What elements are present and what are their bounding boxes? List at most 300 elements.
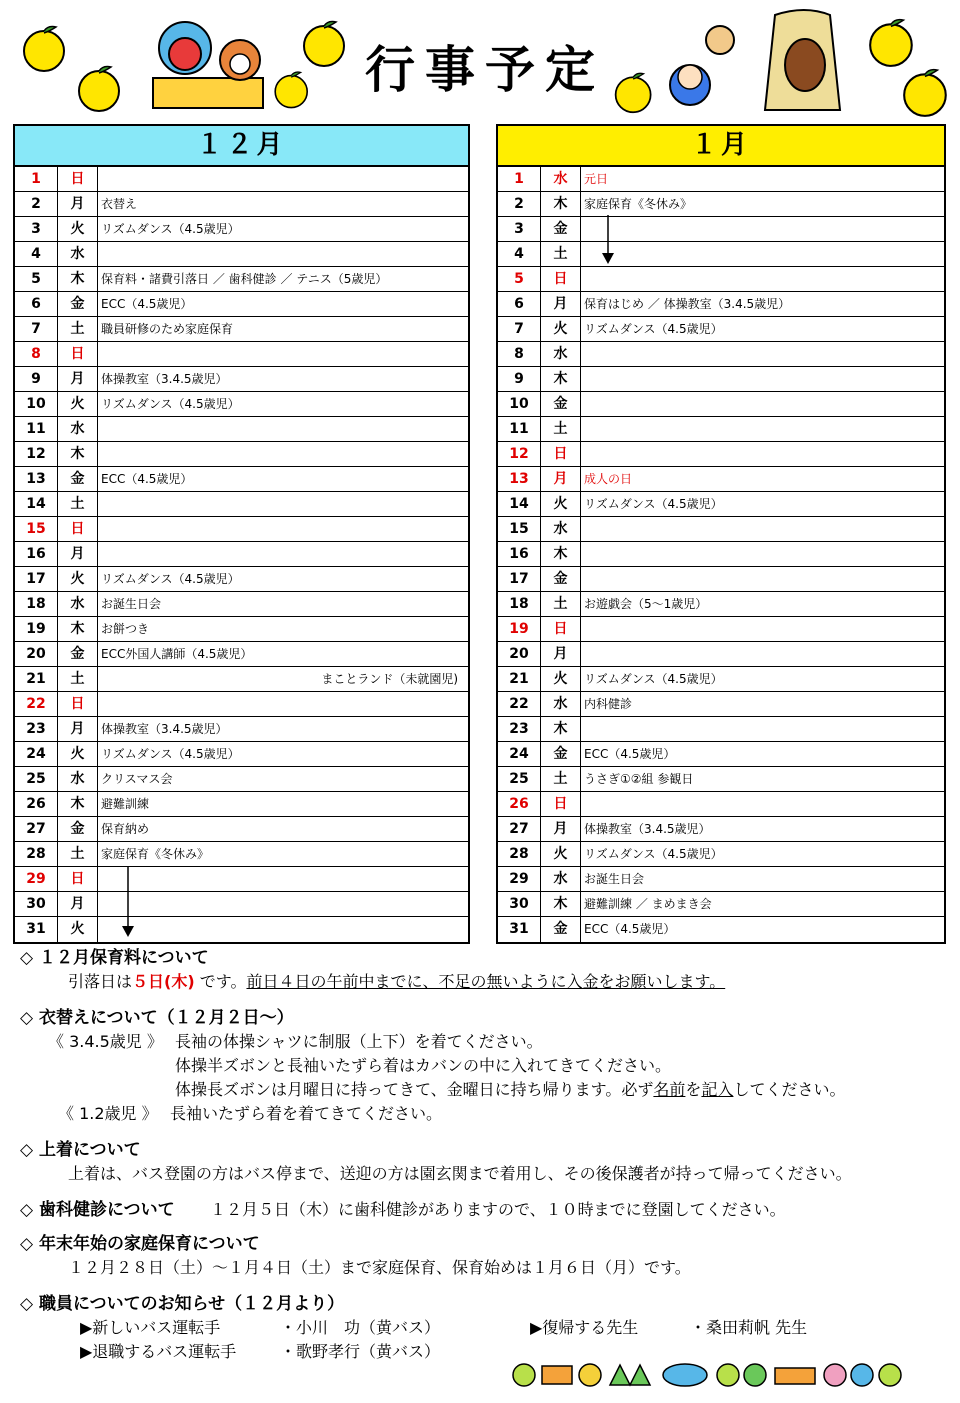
table-row <box>15 692 468 717</box>
day-of-week: 火 <box>541 492 581 516</box>
coat-title: ◇ 上着について <box>20 1140 141 1160</box>
retiring-driver-label: ▶退職するバス運転手 <box>80 1342 237 1361</box>
day-of-week: 土 <box>58 667 98 691</box>
day-of-week: 火 <box>541 842 581 866</box>
day-of-week: 土 <box>541 767 581 791</box>
clothes-text-3c: を <box>685 1080 702 1099</box>
event-text <box>98 167 468 191</box>
coat-text: 上着は、バス登園の方はバス停まで、送迎の方は園玄関まで着用し、その後保護者が持って帰ってください。 <box>68 1164 852 1183</box>
day-of-week: 日 <box>58 692 98 716</box>
day-number: 13 <box>498 467 541 491</box>
table-row <box>498 767 944 792</box>
table-row <box>15 392 468 417</box>
day-number: 7 <box>498 317 541 341</box>
event-text <box>581 642 944 666</box>
table-row <box>498 442 944 467</box>
returning-teacher-name: ・桑田莉帆 先生 <box>690 1318 808 1337</box>
day-of-week: 水 <box>58 417 98 441</box>
day-of-week: 月 <box>541 292 581 316</box>
event-text: ECC（4.5歳児） <box>584 922 676 936</box>
day-of-week: 土 <box>541 417 581 441</box>
table-row <box>15 517 468 542</box>
day-of-week: 火 <box>58 742 98 766</box>
event-text <box>98 867 468 891</box>
page-title: 行事予定 <box>365 41 605 99</box>
header <box>0 0 960 122</box>
day-of-week: 木 <box>541 192 581 216</box>
fee-title: ◇ １２月保育料について <box>20 948 209 968</box>
day-number: 21 <box>15 667 58 691</box>
table-row <box>498 667 944 692</box>
day-number: 6 <box>498 292 541 316</box>
january-calendar <box>496 124 946 944</box>
fee-text-mid: です。 <box>194 972 247 991</box>
event-text <box>581 392 944 416</box>
day-number: 18 <box>15 592 58 616</box>
event-text: 避難訓練 ／ まめまき会 <box>584 897 712 911</box>
table-row <box>15 642 468 667</box>
event-text: リズムダンス（4.5歳児） <box>584 497 723 511</box>
day-of-week: 土 <box>58 317 98 341</box>
day-number: 25 <box>498 767 541 791</box>
event-text <box>98 442 468 466</box>
dental-line <box>20 1198 950 1222</box>
table-row <box>498 792 944 817</box>
bath-children-illustration <box>145 8 275 113</box>
staff-line-1 <box>20 1316 950 1340</box>
day-of-week: 木 <box>541 542 581 566</box>
day-number: 30 <box>498 892 541 916</box>
table-row <box>15 242 468 267</box>
day-number: 3 <box>15 217 58 241</box>
event-text <box>581 417 944 441</box>
day-of-week: 金 <box>541 567 581 591</box>
event-text: ECC（4.5歳児） <box>101 297 193 311</box>
event-text: 家庭保育《冬休み》 <box>584 197 693 211</box>
clothes-text-3e: してください。 <box>733 1080 846 1099</box>
table-row <box>498 217 944 242</box>
day-of-week: 土 <box>58 842 98 866</box>
day-of-week: 金 <box>541 392 581 416</box>
table-row <box>498 892 944 917</box>
table-row <box>498 342 944 367</box>
clothes-line-3 <box>20 1078 950 1102</box>
table-row <box>498 517 944 542</box>
event-text: リズムダンス（4.5歳児） <box>584 672 723 686</box>
event-text: 体操教室（3.4.5歳児） <box>584 822 711 836</box>
day-number: 10 <box>15 392 58 416</box>
day-number: 22 <box>498 692 541 716</box>
day-number: 1 <box>498 167 541 191</box>
event-text <box>581 267 944 291</box>
day-of-week: 日 <box>58 517 98 541</box>
event-text <box>581 342 944 366</box>
day-of-week: 金 <box>58 467 98 491</box>
day-number: 26 <box>498 792 541 816</box>
day-number: 8 <box>15 342 58 366</box>
table-row <box>15 317 468 342</box>
yuzu-fruit-icon <box>900 68 952 118</box>
event-text <box>98 417 468 441</box>
day-of-week: 水 <box>58 767 98 791</box>
event-text: リズムダンス（4.5歳児） <box>101 222 240 236</box>
table-row <box>498 317 944 342</box>
clothes-text-3d: 記入 <box>701 1080 734 1099</box>
day-number: 11 <box>498 417 541 441</box>
event-text: 保育料・諸費引落日 ／ 歯科健診 ／ テニス（5歳児） <box>101 272 388 286</box>
day-number: 22 <box>15 692 58 716</box>
day-of-week: 月 <box>541 467 581 491</box>
table-row <box>15 492 468 517</box>
event-text <box>581 617 944 641</box>
event-text: お誕生日会 <box>101 597 162 611</box>
day-of-week: 金 <box>58 292 98 316</box>
day-number: 9 <box>498 367 541 391</box>
fee-date-highlight: ５日(木) <box>132 972 195 991</box>
table-row <box>498 242 944 267</box>
day-number: 29 <box>498 867 541 891</box>
day-number: 29 <box>15 867 58 891</box>
fee-text <box>20 970 950 994</box>
day-number: 12 <box>498 442 541 466</box>
day-of-week: 金 <box>541 217 581 241</box>
event-text: まことランド（未就園児) <box>321 672 458 686</box>
day-number: 11 <box>15 417 58 441</box>
event-text <box>98 492 468 516</box>
day-of-week: 金 <box>541 742 581 766</box>
table-row <box>498 917 944 942</box>
yuzu-fruit-icon <box>20 25 70 73</box>
event-text: お誕生日会 <box>584 872 645 886</box>
table-row <box>498 467 944 492</box>
day-number: 15 <box>498 517 541 541</box>
table-row <box>498 417 944 442</box>
event-text <box>98 692 468 716</box>
december-header: １２月 <box>15 126 468 167</box>
event-text: ECC外国人講師（4.5歳児） <box>101 647 253 661</box>
day-of-week: 木 <box>541 367 581 391</box>
day-number: 23 <box>498 717 541 741</box>
event-text: 保育納め <box>101 822 150 836</box>
day-number: 8 <box>498 342 541 366</box>
table-row <box>15 592 468 617</box>
day-number: 17 <box>498 567 541 591</box>
table-row <box>15 617 468 642</box>
day-of-week: 金 <box>541 917 581 942</box>
day-number: 14 <box>498 492 541 516</box>
day-of-week: 火 <box>58 392 98 416</box>
day-of-week: 木 <box>541 717 581 741</box>
day-of-week: 日 <box>541 792 581 816</box>
yuzu-fruit-icon <box>612 72 656 114</box>
day-number: 12 <box>15 442 58 466</box>
event-text <box>98 917 468 942</box>
day-number: 28 <box>15 842 58 866</box>
fee-text-underlined: 前日４日の午前中までに、不足の無いように入金をお願いします。 <box>246 972 726 991</box>
yuzu-fruit-icon <box>866 18 918 68</box>
day-number: 17 <box>15 567 58 591</box>
day-number: 6 <box>15 292 58 316</box>
january-rows <box>498 167 944 942</box>
day-of-week: 月 <box>58 717 98 741</box>
table-row <box>498 642 944 667</box>
day-number: 4 <box>15 242 58 266</box>
day-number: 30 <box>15 892 58 916</box>
event-text: 避難訓練 <box>101 797 150 811</box>
fee-text-pre: 引落日は <box>68 972 133 991</box>
event-text <box>581 242 944 266</box>
table-row <box>498 717 944 742</box>
event-text <box>98 342 468 366</box>
day-number: 23 <box>15 717 58 741</box>
table-row <box>498 617 944 642</box>
table-row <box>498 542 944 567</box>
day-number: 1 <box>15 167 58 191</box>
day-number: 2 <box>498 192 541 216</box>
day-of-week: 火 <box>58 567 98 591</box>
sleeping-animals-illustration <box>655 5 845 115</box>
table-row <box>15 267 468 292</box>
event-text <box>581 567 944 591</box>
day-number: 31 <box>15 917 58 942</box>
clothes-line-1 <box>20 1030 950 1054</box>
event-text: 元日 <box>584 172 609 186</box>
day-of-week: 日 <box>541 617 581 641</box>
day-number: 18 <box>498 592 541 616</box>
day-of-week: 木 <box>541 892 581 916</box>
day-of-week: 金 <box>58 642 98 666</box>
table-row <box>15 192 468 217</box>
day-of-week: 水 <box>541 342 581 366</box>
clothes-text-3b: 名前 <box>653 1080 686 1099</box>
table-row <box>15 342 468 367</box>
event-text: お遊戯会（5～1歳児） <box>584 597 708 611</box>
day-number: 20 <box>498 642 541 666</box>
event-text <box>581 367 944 391</box>
table-row <box>15 717 468 742</box>
dental-title: ◇ 歯科健診について <box>20 1200 175 1220</box>
table-row <box>498 267 944 292</box>
event-text: 内科健診 <box>584 697 633 711</box>
clothes-line-4 <box>20 1102 950 1126</box>
day-of-week: 水 <box>541 517 581 541</box>
day-number: 9 <box>15 367 58 391</box>
table-row <box>15 367 468 392</box>
table-row <box>498 367 944 392</box>
table-row <box>498 392 944 417</box>
day-number: 2 <box>15 192 58 216</box>
day-of-week: 火 <box>58 217 98 241</box>
event-text: 衣替え <box>101 197 138 211</box>
day-number: 19 <box>15 617 58 641</box>
table-row <box>15 442 468 467</box>
day-number: 13 <box>15 467 58 491</box>
day-of-week: 月 <box>58 542 98 566</box>
table-row <box>498 192 944 217</box>
table-row <box>15 867 468 892</box>
table-row <box>15 767 468 792</box>
day-of-week: 木 <box>58 442 98 466</box>
day-of-week: 日 <box>541 442 581 466</box>
event-text: クリスマス会 <box>101 772 173 786</box>
day-of-week: 月 <box>541 642 581 666</box>
day-of-week: 月 <box>58 892 98 916</box>
table-row <box>15 417 468 442</box>
day-number: 14 <box>15 492 58 516</box>
table-row <box>15 567 468 592</box>
table-row <box>15 917 468 942</box>
event-text: リズムダンス（4.5歳児） <box>101 397 240 411</box>
continuation-arrow-icon <box>600 215 616 265</box>
holiday-title: ◇ 年末年始の家庭保育について <box>20 1234 260 1254</box>
table-row <box>15 817 468 842</box>
event-text <box>581 542 944 566</box>
day-number: 26 <box>15 792 58 816</box>
day-of-week: 日 <box>58 342 98 366</box>
day-of-week: 水 <box>58 592 98 616</box>
day-of-week: 水 <box>541 867 581 891</box>
table-row <box>498 292 944 317</box>
day-number: 7 <box>15 317 58 341</box>
day-of-week: 月 <box>58 192 98 216</box>
event-text <box>98 517 468 541</box>
retiring-driver-name: ・歌野孝行（黄バス） <box>280 1342 441 1361</box>
day-number: 4 <box>498 242 541 266</box>
table-row <box>15 292 468 317</box>
event-text: お餅つき <box>101 622 150 636</box>
day-of-week: 土 <box>58 492 98 516</box>
table-row <box>498 817 944 842</box>
event-text: リズムダンス（4.5歳児） <box>101 747 240 761</box>
table-row <box>498 592 944 617</box>
day-number: 27 <box>15 817 58 841</box>
new-driver-name: ・小川 功（黄バス） <box>280 1318 441 1337</box>
day-number: 10 <box>498 392 541 416</box>
event-text <box>98 542 468 566</box>
table-row <box>15 467 468 492</box>
table-row <box>15 542 468 567</box>
day-number: 31 <box>498 917 541 942</box>
table-row <box>15 792 468 817</box>
day-of-week: 金 <box>58 817 98 841</box>
day-of-week: 日 <box>58 167 98 191</box>
event-text: リズムダンス（4.5歳児） <box>101 572 240 586</box>
day-number: 24 <box>15 742 58 766</box>
table-row <box>15 892 468 917</box>
event-text <box>98 892 468 916</box>
table-row <box>15 742 468 767</box>
day-of-week: 土 <box>541 592 581 616</box>
day-number: 3 <box>498 217 541 241</box>
event-text: リズムダンス（4.5歳児） <box>584 322 723 336</box>
table-row <box>498 867 944 892</box>
clothes-text-1: 長袖の体操シャツに制服（上下）を着てください。 <box>175 1032 543 1051</box>
day-of-week: 木 <box>58 617 98 641</box>
day-number: 28 <box>498 842 541 866</box>
day-of-week: 日 <box>58 867 98 891</box>
event-text: うさぎ①②組 参観日 <box>584 772 694 786</box>
clothes-text-3a: 体操長ズボンは月曜日に持ってきて、金曜日に持ち帰ります。必ず <box>175 1080 654 1099</box>
event-text: 保育はじめ ／ 体操教室（3.4.5歳児） <box>584 297 791 311</box>
clothes-text-4: 長袖いたずら着を着てきてください。 <box>170 1104 443 1123</box>
day-of-week: 水 <box>541 167 581 191</box>
event-text: リズムダンス（4.5歳児） <box>584 847 723 861</box>
staff-title: ◇ 職員についてのお知らせ（１２月より） <box>20 1294 345 1314</box>
day-number: 25 <box>15 767 58 791</box>
event-text: 家庭保育《冬休み》 <box>101 847 210 861</box>
event-text <box>98 242 468 266</box>
returning-teacher-label: ▶復帰する先生 <box>530 1318 639 1337</box>
holiday-text: １２月２８日（土）～１月４日（土）まで家庭保育、保育始めは１月６日（月）です。 <box>68 1258 691 1277</box>
event-text: ECC（4.5歳児） <box>584 747 676 761</box>
day-number: 21 <box>498 667 541 691</box>
table-row <box>498 567 944 592</box>
event-text <box>581 792 944 816</box>
clothes-line-2: 体操半ズボンと長袖いたずら着はカバンの中に入れてきてください。 <box>175 1056 672 1075</box>
day-number: 5 <box>498 267 541 291</box>
event-text <box>581 717 944 741</box>
event-text <box>581 517 944 541</box>
table-row <box>15 667 468 692</box>
clothes-age-group-2: 《 1.2歳児 》 <box>58 1104 158 1123</box>
day-of-week: 木 <box>58 267 98 291</box>
decorative-border-illustration <box>510 1360 910 1390</box>
day-number: 19 <box>498 617 541 641</box>
table-row <box>498 842 944 867</box>
clothes-title: ◇ 衣替えについて（１２月２日～） <box>20 1008 294 1028</box>
day-of-week: 月 <box>541 817 581 841</box>
notes-section <box>20 946 950 1364</box>
table-row <box>498 167 944 192</box>
event-text: 成人の日 <box>584 472 633 486</box>
day-of-week: 月 <box>58 367 98 391</box>
day-number: 24 <box>498 742 541 766</box>
event-text: 体操教室（3.4.5歳児） <box>101 372 228 386</box>
day-number: 5 <box>15 267 58 291</box>
day-number: 16 <box>15 542 58 566</box>
new-driver-label: ▶新しいバス運転手 <box>80 1318 221 1337</box>
table-row <box>15 167 468 192</box>
table-row <box>498 742 944 767</box>
day-number: 27 <box>498 817 541 841</box>
event-text <box>581 217 944 241</box>
event-text <box>581 442 944 466</box>
day-of-week: 水 <box>541 692 581 716</box>
table-row <box>498 492 944 517</box>
event-text: ECC（4.5歳児） <box>101 472 193 486</box>
event-text: 体操教室（3.4.5歳児） <box>101 722 228 736</box>
yuzu-fruit-icon <box>272 70 312 110</box>
table-row <box>15 842 468 867</box>
december-calendar <box>13 124 470 944</box>
event-text: 職員研修のため家庭保育 <box>101 322 234 336</box>
continuation-arrow-icon <box>120 866 136 938</box>
day-number: 15 <box>15 517 58 541</box>
december-rows <box>15 167 468 942</box>
january-header: １月 <box>498 126 944 167</box>
yuzu-fruit-icon <box>300 20 350 68</box>
table-row <box>15 217 468 242</box>
dental-text: １２月５日（木）に歯科健診がありますので、１０時までに登園してください。 <box>210 1200 786 1219</box>
day-of-week: 水 <box>58 242 98 266</box>
day-number: 16 <box>498 542 541 566</box>
day-of-week: 火 <box>541 317 581 341</box>
day-of-week: 土 <box>541 242 581 266</box>
day-number: 20 <box>15 642 58 666</box>
day-of-week: 日 <box>541 267 581 291</box>
day-of-week: 火 <box>58 917 98 942</box>
day-of-week: 火 <box>541 667 581 691</box>
